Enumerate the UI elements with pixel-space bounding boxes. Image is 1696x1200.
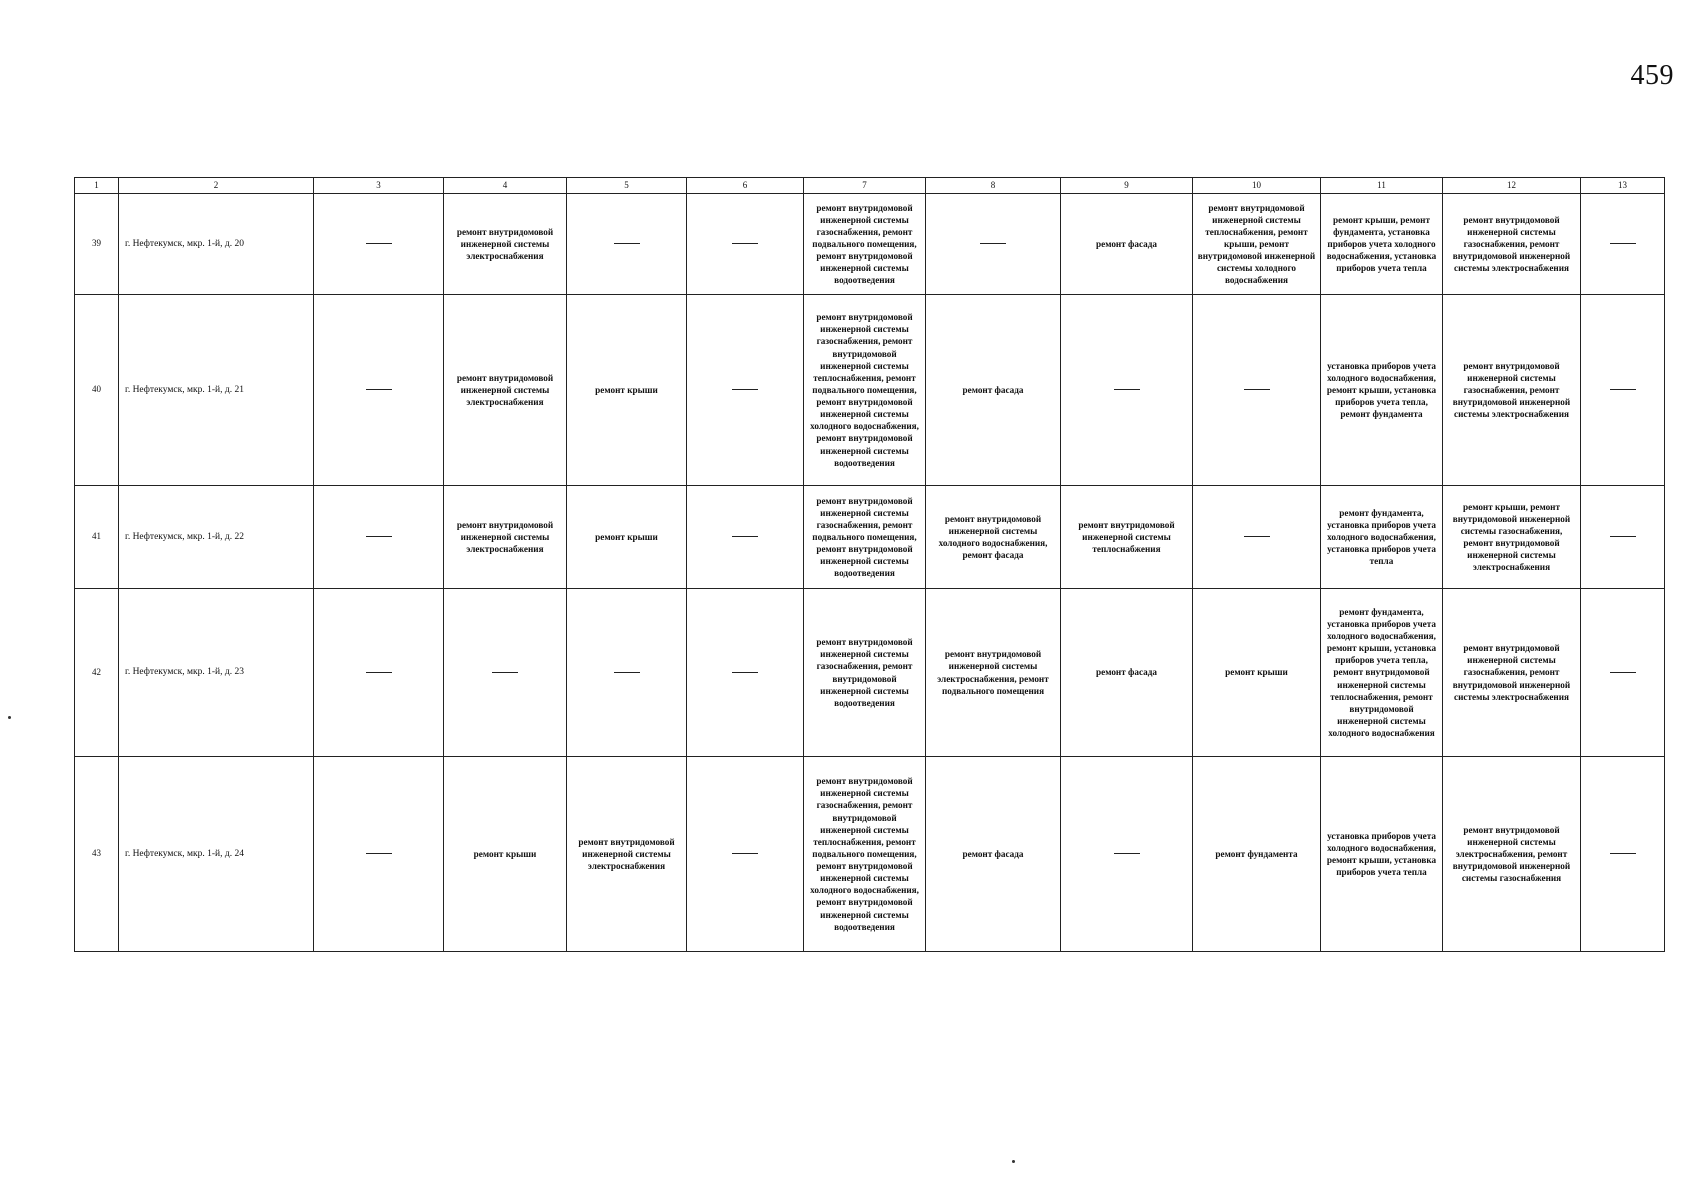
table-cell <box>314 589 444 757</box>
table-cell: ремонт внутридомовой инженерной системы газоснабжения, ремонт внутридомовой инженерной системы теплоснабжения, ремонт подвального помещения, ремонт внутридомовой инженерной системы холодного водоснабжения, ремонт внутридомовой инженерной системы водоотведения <box>804 757 926 952</box>
row-number: 41 <box>75 486 119 589</box>
table-row <box>75 757 1665 952</box>
empty-cell-dash <box>1244 536 1270 537</box>
empty-cell-dash <box>732 536 758 537</box>
table-cell: ремонт внутридомовой инженерной системы электроснабжения <box>444 194 567 295</box>
empty-cell-dash <box>492 672 518 673</box>
column-header: 2 <box>119 178 314 194</box>
row-number: 40 <box>75 295 119 486</box>
empty-cell-dash <box>732 243 758 244</box>
empty-cell-dash <box>366 672 392 673</box>
repair-schedule-table-wrapper <box>74 177 1665 952</box>
empty-cell-dash <box>732 853 758 854</box>
table-cell <box>1581 589 1665 757</box>
address-cell: г. Нефтекумск, мкр. 1-й, д. 20 <box>119 194 314 295</box>
table-cell: ремонт внутридомовой инженерной системы электроснабжения <box>444 295 567 486</box>
table-cell <box>314 194 444 295</box>
table-cell: ремонт внутридомовой инженерной системы газоснабжения, ремонт внутридомовой инженерной системы водоотведения <box>804 589 926 757</box>
empty-cell-dash <box>1244 389 1270 390</box>
table-cell <box>567 194 687 295</box>
table-row <box>75 295 1665 486</box>
empty-cell-dash <box>1610 536 1636 537</box>
table-cell: ремонт внутридомовой инженерной системы газоснабжения, ремонт подвального помещения, ремонт внутридомовой инженерной системы водоотведения <box>804 194 926 295</box>
table-cell <box>1193 486 1321 589</box>
empty-cell-dash <box>1610 853 1636 854</box>
table-cell: ремонт внутридомовой инженерной системы газоснабжения, ремонт внутридомовой инженерной системы электроснабжения <box>1443 295 1581 486</box>
table-cell: установка приборов учета холодного водоснабжения, ремонт крыши, установка приборов учета тепла, ремонт фундамента <box>1321 295 1443 486</box>
column-header: 7 <box>804 178 926 194</box>
table-cell: ремонт внутридомовой инженерной системы электроснабжения, ремонт подвального помещения <box>926 589 1061 757</box>
table-cell <box>687 486 804 589</box>
column-header: 11 <box>1321 178 1443 194</box>
table-cell <box>687 589 804 757</box>
table-cell: ремонт фундамента, установка приборов учета холодного водоснабжения, установка приборов учета тепла <box>1321 486 1443 589</box>
table-row <box>75 486 1665 589</box>
table-cell <box>314 486 444 589</box>
table-cell: ремонт внутридомовой инженерной системы теплоснабжения, ремонт крыши, ремонт внутридомовой инженерной системы холодного водоснабжения <box>1193 194 1321 295</box>
table-cell <box>1581 194 1665 295</box>
page-number: 459 <box>1630 60 1674 91</box>
table-cell <box>314 757 444 952</box>
empty-cell-dash <box>366 536 392 537</box>
empty-cell-dash <box>732 672 758 673</box>
table-cell: ремонт внутридомовой инженерной системы газоснабжения, ремонт внутридомовой инженерной системы электроснабжения <box>1443 589 1581 757</box>
column-header: 4 <box>444 178 567 194</box>
table-cell: ремонт крыши <box>567 295 687 486</box>
empty-cell-dash <box>1610 672 1636 673</box>
table-cell <box>567 589 687 757</box>
empty-cell-dash <box>614 243 640 244</box>
table-cell: ремонт внутридомовой инженерной системы холодного водоснабжения, ремонт фасада <box>926 486 1061 589</box>
table-cell: ремонт фасада <box>926 295 1061 486</box>
empty-cell-dash <box>366 389 392 390</box>
table-cell <box>314 295 444 486</box>
table-cell: ремонт фасада <box>1061 589 1193 757</box>
column-header: 9 <box>1061 178 1193 194</box>
repair-schedule-table <box>74 177 1665 952</box>
row-number: 42 <box>75 589 119 757</box>
column-header: 13 <box>1581 178 1665 194</box>
table-cell <box>926 194 1061 295</box>
table-cell: ремонт внутридомовой инженерной системы электроснабжения <box>444 486 567 589</box>
empty-cell-dash <box>366 853 392 854</box>
column-header: 6 <box>687 178 804 194</box>
scan-speck <box>1012 1160 1015 1163</box>
table-cell: ремонт внутридомовой инженерной системы электроснабжения <box>567 757 687 952</box>
table-cell: ремонт внутридомовой инженерной системы электроснабжения, ремонт внутридомовой инженерной системы газоснабжения <box>1443 757 1581 952</box>
table-cell <box>444 589 567 757</box>
table-cell: ремонт крыши <box>444 757 567 952</box>
table-cell: ремонт крыши <box>567 486 687 589</box>
empty-cell-dash <box>732 389 758 390</box>
column-header: 1 <box>75 178 119 194</box>
table-cell <box>687 295 804 486</box>
scan-speck <box>8 716 11 719</box>
address-cell: г. Нефтекумск, мкр. 1-й, д. 21 <box>119 295 314 486</box>
table-cell <box>687 194 804 295</box>
table-cell <box>1061 757 1193 952</box>
empty-cell-dash <box>980 243 1006 244</box>
empty-cell-dash <box>1114 853 1140 854</box>
address-cell: г. Нефтекумск, мкр. 1-й, д. 22 <box>119 486 314 589</box>
table-cell: ремонт крыши, ремонт фундамента, установка приборов учета холодного водоснабжения, установка приборов учета тепла <box>1321 194 1443 295</box>
table-cell <box>1061 295 1193 486</box>
table-cell <box>1581 486 1665 589</box>
column-header: 8 <box>926 178 1061 194</box>
table-cell <box>1581 295 1665 486</box>
table-cell: ремонт внутридомовой инженерной системы газоснабжения, ремонт внутридомовой инженерной системы теплоснабжения, ремонт подвального помещения, ремонт внутридомовой инженерной системы холодного водоснабжения, ремонт внутридомовой инженерной системы водоотведения <box>804 295 926 486</box>
column-header: 10 <box>1193 178 1321 194</box>
table-cell <box>1193 295 1321 486</box>
table-cell: ремонт внутридомовой инженерной системы газоснабжения, ремонт внутридомовой инженерной системы электроснабжения <box>1443 194 1581 295</box>
column-header: 3 <box>314 178 444 194</box>
empty-cell-dash <box>614 672 640 673</box>
empty-cell-dash <box>1114 389 1140 390</box>
address-cell: г. Нефтекумск, мкр. 1-й, д. 24 <box>119 757 314 952</box>
table-cell: ремонт крыши <box>1193 589 1321 757</box>
address-cell: г. Нефтекумск, мкр. 1-й, д. 23 <box>119 589 314 757</box>
table-cell: ремонт крыши, ремонт внутридомовой инженерной системы газоснабжения, ремонт внутридомовой инженерной системы электроснабжения <box>1443 486 1581 589</box>
table-cell <box>687 757 804 952</box>
table-cell: ремонт фасада <box>1061 194 1193 295</box>
table-row <box>75 194 1665 295</box>
column-header: 12 <box>1443 178 1581 194</box>
table-body <box>75 194 1665 952</box>
column-number-row <box>75 178 1665 194</box>
empty-cell-dash <box>366 243 392 244</box>
table-cell: ремонт фасада <box>926 757 1061 952</box>
table-cell: ремонт внутридомовой инженерной системы теплоснабжения <box>1061 486 1193 589</box>
column-header: 5 <box>567 178 687 194</box>
table-cell: ремонт фундамента <box>1193 757 1321 952</box>
table-cell: установка приборов учета холодного водоснабжения, ремонт крыши, установка приборов учета тепла <box>1321 757 1443 952</box>
table-cell: ремонт внутридомовой инженерной системы газоснабжения, ремонт подвального помещения, ремонт внутридомовой инженерной системы водоотведения <box>804 486 926 589</box>
table-cell <box>1581 757 1665 952</box>
empty-cell-dash <box>1610 243 1636 244</box>
table-row <box>75 589 1665 757</box>
empty-cell-dash <box>1610 389 1636 390</box>
row-number: 43 <box>75 757 119 952</box>
row-number: 39 <box>75 194 119 295</box>
table-cell: ремонт фундамента, установка приборов учета холодного водоснабжения, ремонт крыши, установка приборов учета тепла, ремонт внутридомовой инженерной системы теплоснабжения, ремонт внутридомовой инженерной системы холодного водоснабжения <box>1321 589 1443 757</box>
